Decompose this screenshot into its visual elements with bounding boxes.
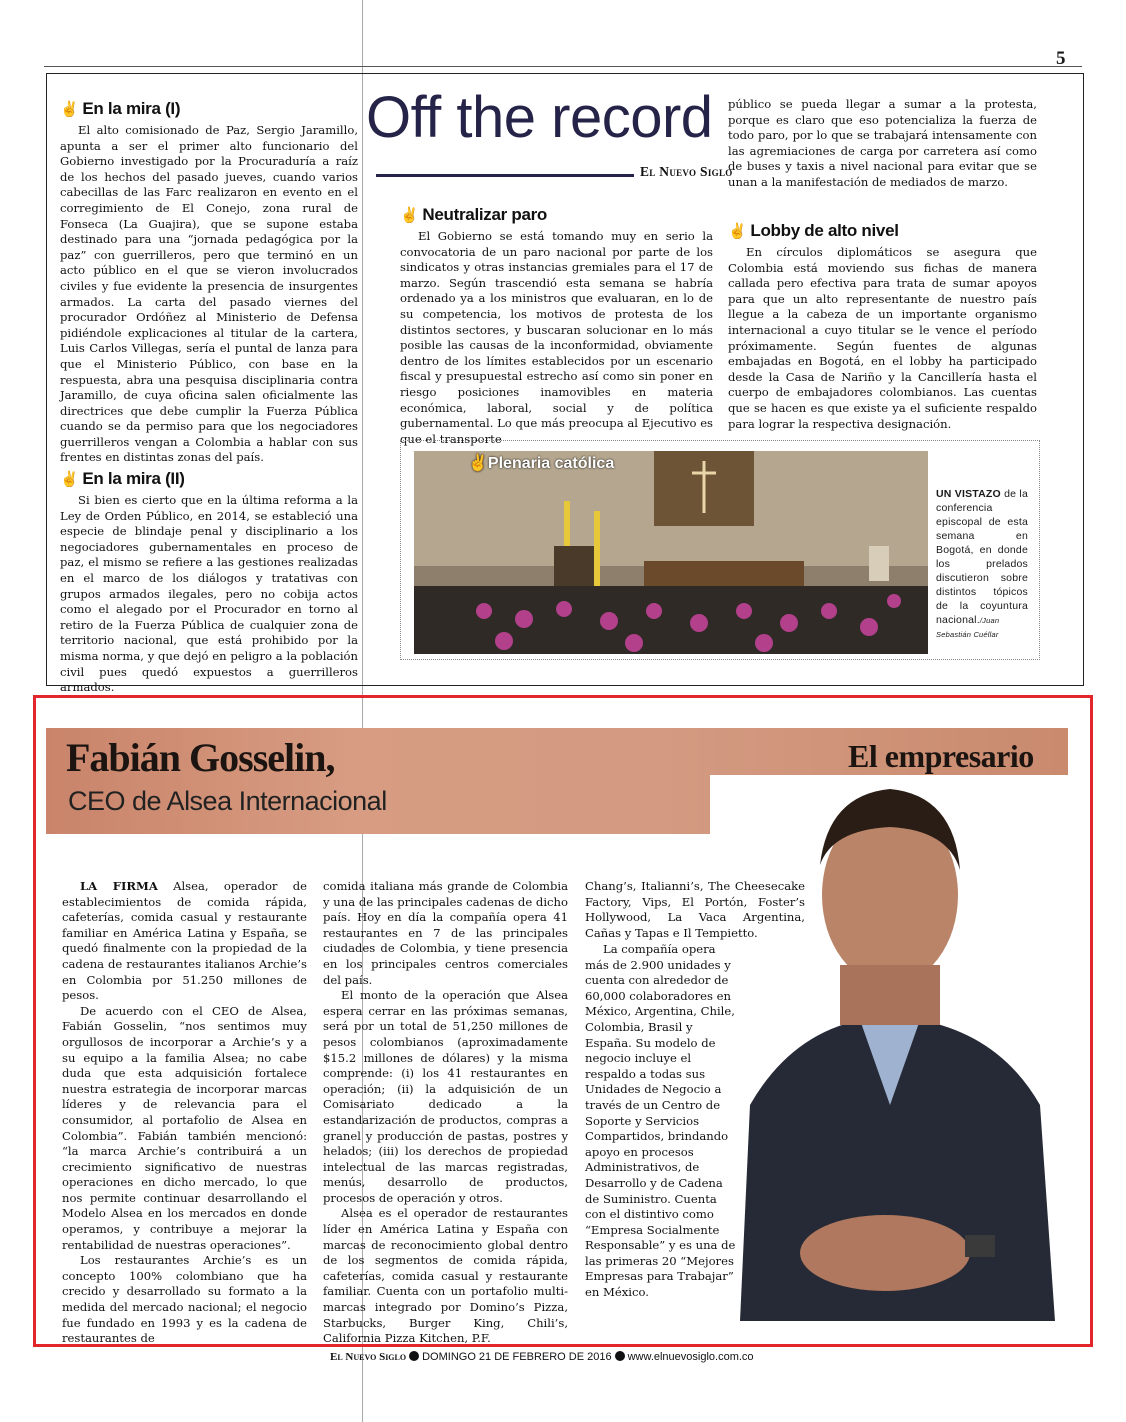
col1-para-1 xyxy=(62,879,307,1004)
col1-para-3: Los restaurantes Archie’s es un concepto 100% colombiano que ha crecido y desarrollado su formato a la medida del mercado nacional; el negocio fue fundado en 1993 y es la cadena de restaurantes de xyxy=(62,1253,307,1346)
title-rule xyxy=(376,174,634,177)
lobby-block xyxy=(728,221,1037,432)
col3-para-2: La compañía opera más de 2.900 unidades y cuenta con alrededor de 60,000 colaboradores en México, Argentina, Chile, Colombia, Brasil y España. Su modelo de negocio incluye el respaldo a todas sus Unidades de Negocio a través de un Centro de Soporte y Servicios Compartidos, brindando apoyo en procesos Administrativos, de Desarrollo y de Cadena de Suministro. Cuenta con el distintivo como “Empresa Socialmente Responsable” y es una de las primeras 20 “Mejores Empresas para Trabajar” en México. xyxy=(585,942,736,1300)
lobby-body xyxy=(728,245,1037,432)
lobby-text: En círculos diplomáticos se asegura que Colombia está moviendo sus fichas de manera callada pero efectiva para trata de sumar apoyos para que un alto representante de nuestro país llegue a la cabeza de un importante organismo internacional a cuyo titular se le vence el período próximamente. Según fuentes de algunas embajadas en Bogotá, en el lobby ha participado desde la Casa de Nariño y la Cancillería hasta el cuerpo de embajadores colombianos. Las cuentas que se hacen es que existe ya el suficiente respaldo para lograr la respectiva designación. xyxy=(728,245,1037,431)
lobby-heading-text: Lobby de alto nivel xyxy=(750,221,899,240)
col1-lead: LA FIRMA xyxy=(80,879,158,893)
victory-hand-icon: ✌ xyxy=(728,223,747,240)
col3-para-1: Chang’s, Italianni’s, The Cheesecake Factory, Vips, El Portón, Foster’s Hollywood, La Vaca Argentina, Cañas y Tapas e Il Tempietto. xyxy=(585,879,805,940)
footer-date: DOMINGO 21 DE FEBRERO DE 2016 xyxy=(422,1351,612,1363)
paro-continuation-text: público se pueda llegar a sumar a la protesta, porque es claro que eso potencializa la fuerza de todo paro, por lo que se trabajará intensamente con las agremiaciones de carga por carretera así como de buses y taxis a nivel nacional para evitar que se unan a la manifestación de mediados de marzo. xyxy=(728,97,1037,189)
mira2-heading-text: En la mira (II) xyxy=(82,469,185,488)
footer-brand: El Nuevo Siglo xyxy=(330,1351,407,1363)
executive-name: Fabián Gosselin, xyxy=(66,735,335,780)
empresario-col3 xyxy=(585,942,737,1301)
photo-credit: /Juan Sebastián Cuéllar xyxy=(936,616,1000,639)
empresario-col3-top xyxy=(585,879,805,941)
mira2-body xyxy=(60,493,358,696)
footer-url: www.elnuevosiglo.com.co xyxy=(627,1351,754,1363)
mira2-block xyxy=(60,469,358,696)
victory-hand-icon: ✌ xyxy=(60,101,79,118)
paro-body xyxy=(400,229,713,447)
bullet-dot-icon xyxy=(409,1351,419,1361)
victory-hand-icon: ✌ xyxy=(60,471,79,488)
paro-block xyxy=(400,205,713,447)
caption-lead: UN VISTAZO xyxy=(936,488,1001,500)
mira1-text: El alto comisionado de Paz, Sergio Jaramillo, apunta a ser el primer alto funcionario del Gobierno investigado por la Procuraduría a raíz de los hechos del pasado jueves, cuando varios cabecillas de las Farc realizaron en evento en el corregimiento de El Conejo, zona rural de Fonseca (La Guajira), que se supone estaba destinado para una “jornada pedagógica por la paz” con guerrilleros, pero que terminó en un acto público en el que se vieron involucrados civiles y fue evidente la presencia de insurgentes armados. La carta del pasado viernes del procurador Ordóñez al Ministerio de Defensa pidiéndole explicaciones al titular de la cartera, Luis Carlos Villegas, sería el puntal de lanza para que el Ministerio Público, con base en la respuesta, abra una pesquisa disciplinaria contra Jaramillo, de cuya oficina salen oficialmente las directrices que debe cumplir la Fuerza Pública cuando se da permiso para que los negociadores guerrilleros vengan a Colombia a hablar con sus frentes en distintas zonas del país. xyxy=(60,123,358,465)
empresario-col2 xyxy=(323,879,568,1347)
paro-heading-text: Neutralizar paro xyxy=(422,205,548,224)
page-footer xyxy=(330,1351,754,1363)
photo-caption xyxy=(936,487,1028,641)
section-label: El empresario xyxy=(848,738,1034,774)
paro-heading xyxy=(400,205,713,225)
mira1-heading xyxy=(60,99,358,119)
bullet-dot-icon xyxy=(615,1351,625,1361)
victory-hand-icon: ✌ xyxy=(400,207,419,224)
col2-para-1: comida italiana más grande de Colombia y una de las principales cadenas de dicho país. Hoy en día la compañía opera 41 restaurantes en 7 de las principales ciudades de Colombia, y tiene presencia en los principales centros comerciales del país. xyxy=(323,879,568,987)
mira2-text: Si bien es cierto que en la última reforma a la Ley de Orden Público, en 2014, se estableció una especie de blindaje penal y disciplinario a los negociadores gubernamentales en proceso de paz, el mismo se refiere a las gestiones realizadas en el marco de los diálogos y tratativas con grupos armados ilegales, pero no cobija actos como el alegado por el Procurador en torno al retiro de la Fuerza Pública de cualquier zona de territorio nacional, que está prohibido por la misma norma, y que dejó en peligro a la población civil pues quedó expuestos a guerrilleros armados. xyxy=(60,493,358,695)
mira2-heading xyxy=(60,469,358,489)
paro-text: El Gobierno se está tomando muy en serio la convocatoria de un paro nacional por parte de los sindicatos y otras instancias gremiales para el 17 de marzo. Según trascendió esta semana se habría ordenado ya a los ministros que evaluaran, en lo de su competencia, los motivos de protesta de los distintos sectores, y buscaran solucionar en lo más posible las causas de la inconformidad, obviamente dentro de los límites establecidos por un escenario fiscal y presupuestal estrecho así como sin poner en riesgo posiciones inamovibles en materia económica, laboral, social y de política gubernamental. Lo que más preocupa al Ejecutivo es que el transporte xyxy=(400,229,713,446)
col1-para-2: De acuerdo con el CEO de Alsea, Fabián Gosselin, “nos sentimos muy orgullosos de incorporar a Archie’s y a su equipo a la familia Alsea; no cabe duda que esta adquisición fortalece nuestra estrategia de incorporar marcas líderes y de relevancia para el consumidor, al portafolio de Alsea en Colombia”. Fabián también mencionó: “la marca Archie’s contribuirá a un crecimiento significativo de nuestras operaciones en dicho mercado, lo que nos permite continuar desarrollando el Modelo Alsea en los mercados en donde operamos, y contribuye a mejorar la rentabilidad de nuestras operaciones”. xyxy=(62,1003,307,1252)
empresario-col1 xyxy=(62,879,307,1347)
plenaria-label-text: Plenaria católica xyxy=(487,455,615,472)
lobby-heading xyxy=(728,221,1037,241)
off-the-record-title: Off the record xyxy=(366,85,713,150)
top-rule xyxy=(44,66,1082,67)
executive-role: CEO de Alsea Internacional xyxy=(68,786,387,816)
col2-para-3: Alsea es el operador de restaurantes líder en América Latina y España con marcas de reconocimiento global dentro de los segmentos de comida rápida, cafeterías, comida casual y restaurante familiar. Cuenta con un portafolio multi-marcas integrado por Domino’s Pizza, Starbucks, Burger King, Chili’s, California Pizza Kitchen, P.F. xyxy=(323,1206,568,1346)
victory-hand-icon: ✌ xyxy=(468,455,488,472)
page-number: 5 xyxy=(1056,48,1066,69)
mira1-heading-text: En la mira (I) xyxy=(82,99,181,118)
paro-continuation xyxy=(728,97,1037,191)
col2-para-2: El monto de la operación que Alsea espera cerrar en las próximas semanas, será por un total de 51,250 millones de pesos colombianos (aproximadamente $15.2 millones de dólares) y la misma comprende: (i) los 41 restaurantes en operación; (ii) la adquisición de un Comisariato dedicado a la estandarización de productos, compras a granel y producción de pastas, postres y helados; (iii) los derechos de propiedad intelectual de las marcas registradas, menús, desarrollo de productos, procesos de operación y otros. xyxy=(323,988,568,1205)
mira1-body xyxy=(60,123,358,466)
mira1-block xyxy=(60,99,358,466)
cathedral-conference-photo xyxy=(414,451,928,654)
brand-nameplate: El Nuevo Siglo xyxy=(640,164,733,179)
caption-text: de la conferencia episcopal de esta semana en Bogotá, en donde los prelados discutieron sobre distintos tópicos de la coyuntura nacional. xyxy=(936,488,1028,626)
col1-para-1-text: Alsea, operador de establecimientos de comida rápida, cafeterías, comida casual y restaurante familiar en América Latina y España, se quedó finalmente con la propiedad de la cadena de restaurantes italianos Archie’s en Colombia por 51.250 millones de pesos. xyxy=(62,879,307,1003)
plenaria-label xyxy=(468,453,614,473)
executive-portrait xyxy=(710,775,1069,1321)
